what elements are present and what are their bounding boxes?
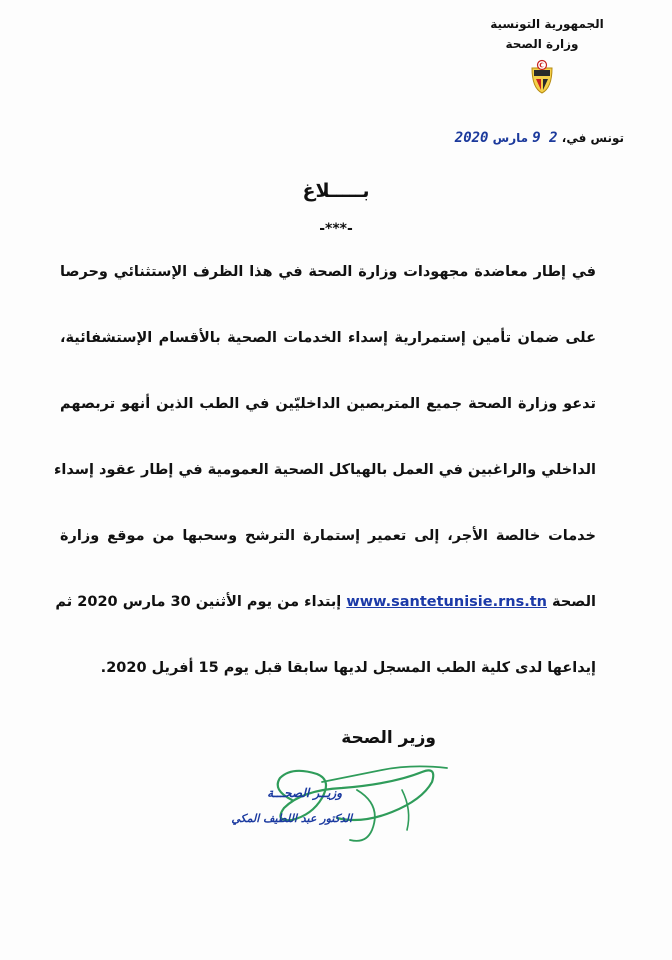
stamp-name: الدكتور عبد اللطيف المكي <box>231 812 352 825</box>
body-line: إيداعها لدى كلية الطب المسجل لديها سابقا قبل يوم 15 أفريل 2020. <box>100 660 596 676</box>
body-line-6-end: إبتداء من يوم الأثنين 30 مارس 2020 ثم <box>55 594 342 610</box>
ministry-name: وزارة الصحة <box>505 37 579 51</box>
body-line: على ضمان تأمين إستمرارية إسداء الخدمات الصحية بالأقسام الإستشفائية، <box>60 330 596 346</box>
date-prefix: تونس في، <box>561 131 624 145</box>
body-line: تدعو وزارة الصحة جميع المتربصين الداخليّين في الطب الذين أنهو تربصهم <box>60 396 596 412</box>
signature-icon <box>262 760 462 850</box>
body-line: خدمات خالصة الأجر، إلى تعمير إستمارة الترشح وسحبها من موقع وزارة <box>60 528 596 544</box>
tunisia-coat-of-arms-icon <box>529 60 555 94</box>
date-month: مارس <box>492 131 529 145</box>
body-line-6-start: الصحة <box>552 594 596 610</box>
date-line <box>455 130 624 146</box>
body-line: في إطار معاضدة مجهودات وزارة الصحة في هذا الظرف الإستثنائي وحرصا <box>60 264 596 280</box>
body-line-with-link <box>55 584 596 650</box>
ministry-website-link[interactable]: www.santetunisie.rns.tn <box>346 594 547 610</box>
republic-name: الجمهورية التونسية <box>490 17 604 31</box>
date-year: 2020 <box>454 130 489 146</box>
title-separator: -***- <box>319 221 353 237</box>
body-line: الداخلي والراغبين في العمل بالهياكل الصحية العمومية في إطار عقود إسداء <box>54 462 596 478</box>
letterhead <box>452 14 632 94</box>
stamp-title: وزيــر الصحـــة <box>267 786 342 800</box>
notice-body <box>54 254 596 716</box>
notice-title: بـــــلاغ <box>302 180 370 202</box>
signatory-title: وزير الصحة <box>341 728 436 748</box>
date-day: 2 9 <box>532 130 558 146</box>
